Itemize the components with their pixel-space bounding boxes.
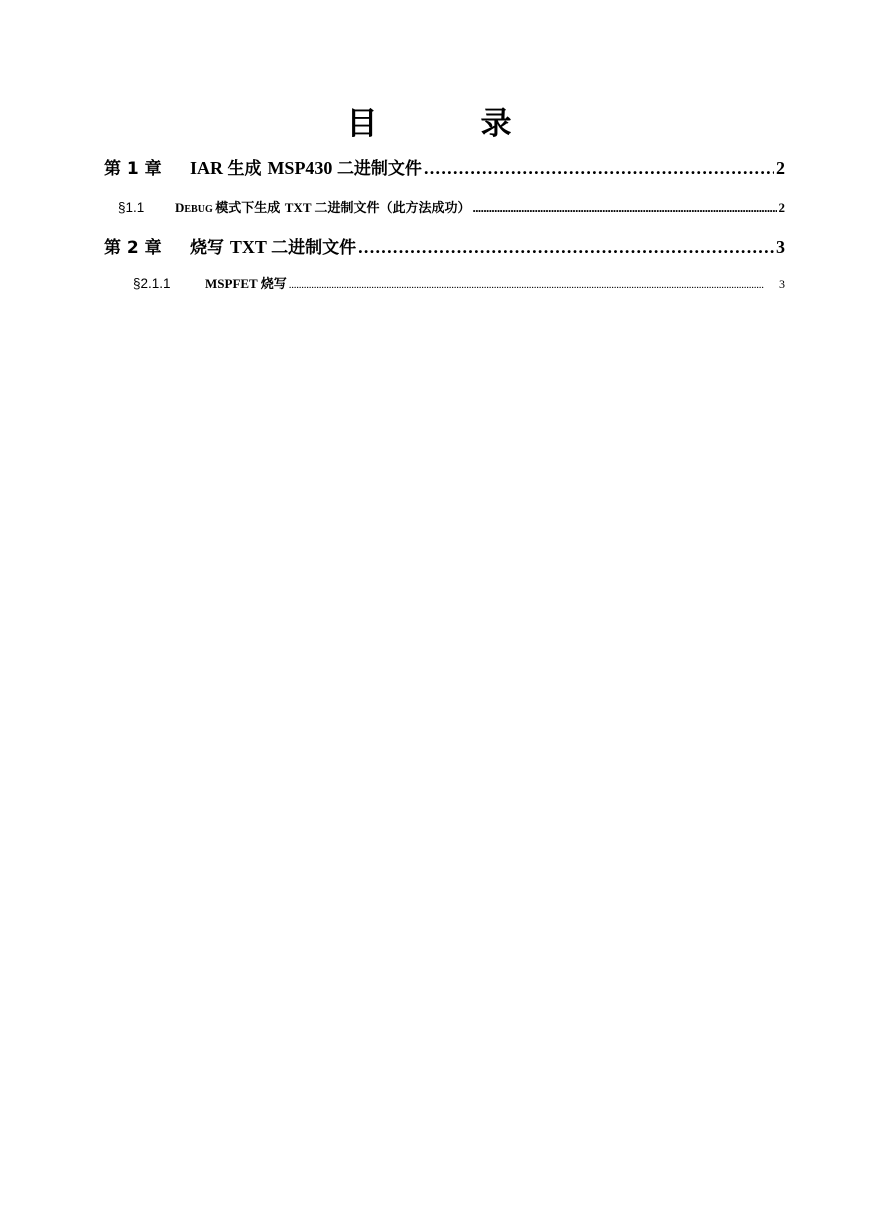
toc-page-number: 2 [778, 200, 785, 215]
toc-entry-title [190, 154, 422, 179]
toc-entry-chapter-1[interactable] [104, 154, 785, 178]
toc-title-part: D [175, 200, 185, 215]
dot-leader [473, 200, 777, 216]
toc-title-part: TXT [229, 237, 272, 257]
toc-title-part: MSP430 [267, 158, 337, 178]
dot-leader [424, 158, 774, 179]
toc-title-part: EBUG [184, 204, 216, 215]
dot-leader [289, 279, 777, 291]
toc-title-part: IAR [190, 158, 228, 178]
toc-entry-number: §1.1 [118, 200, 145, 215]
toc-entry-number: 第 2 章 [104, 238, 162, 258]
toc-entry-subsection-2-1-1[interactable] [133, 273, 785, 291]
toc-title-part: 烧写 [260, 277, 287, 292]
toc-title-part: 模式下生成 [215, 201, 285, 216]
toc-page-number: 3 [779, 277, 785, 291]
dot-leader [358, 237, 774, 258]
toc-entry-section-1-1[interactable] [118, 197, 785, 215]
toc-title-part: 二进制文件（此方法成功） [314, 201, 471, 216]
toc-title-part: 二进制文件 [336, 159, 422, 179]
toc-entry-chapter-2[interactable] [104, 233, 785, 257]
toc-title-part: MSPFET [205, 276, 261, 291]
toc-entry-number: §2.1.1 [133, 276, 171, 291]
toc-entry-title [205, 273, 287, 292]
toc-title: 目 录 [346, 106, 548, 142]
toc-title-part: 生成 [227, 159, 268, 179]
toc-title-part: 二进制文件 [271, 238, 357, 258]
toc-page-number: 3 [776, 237, 785, 257]
toc-title-part: 烧写 [190, 238, 230, 258]
toc-page-number: 2 [776, 158, 785, 178]
toc-entry-title [190, 233, 356, 258]
toc-entry-number: 第 1 章 [104, 159, 162, 179]
toc-entry-title [175, 197, 471, 216]
toc-title-part: TXT [284, 200, 315, 215]
